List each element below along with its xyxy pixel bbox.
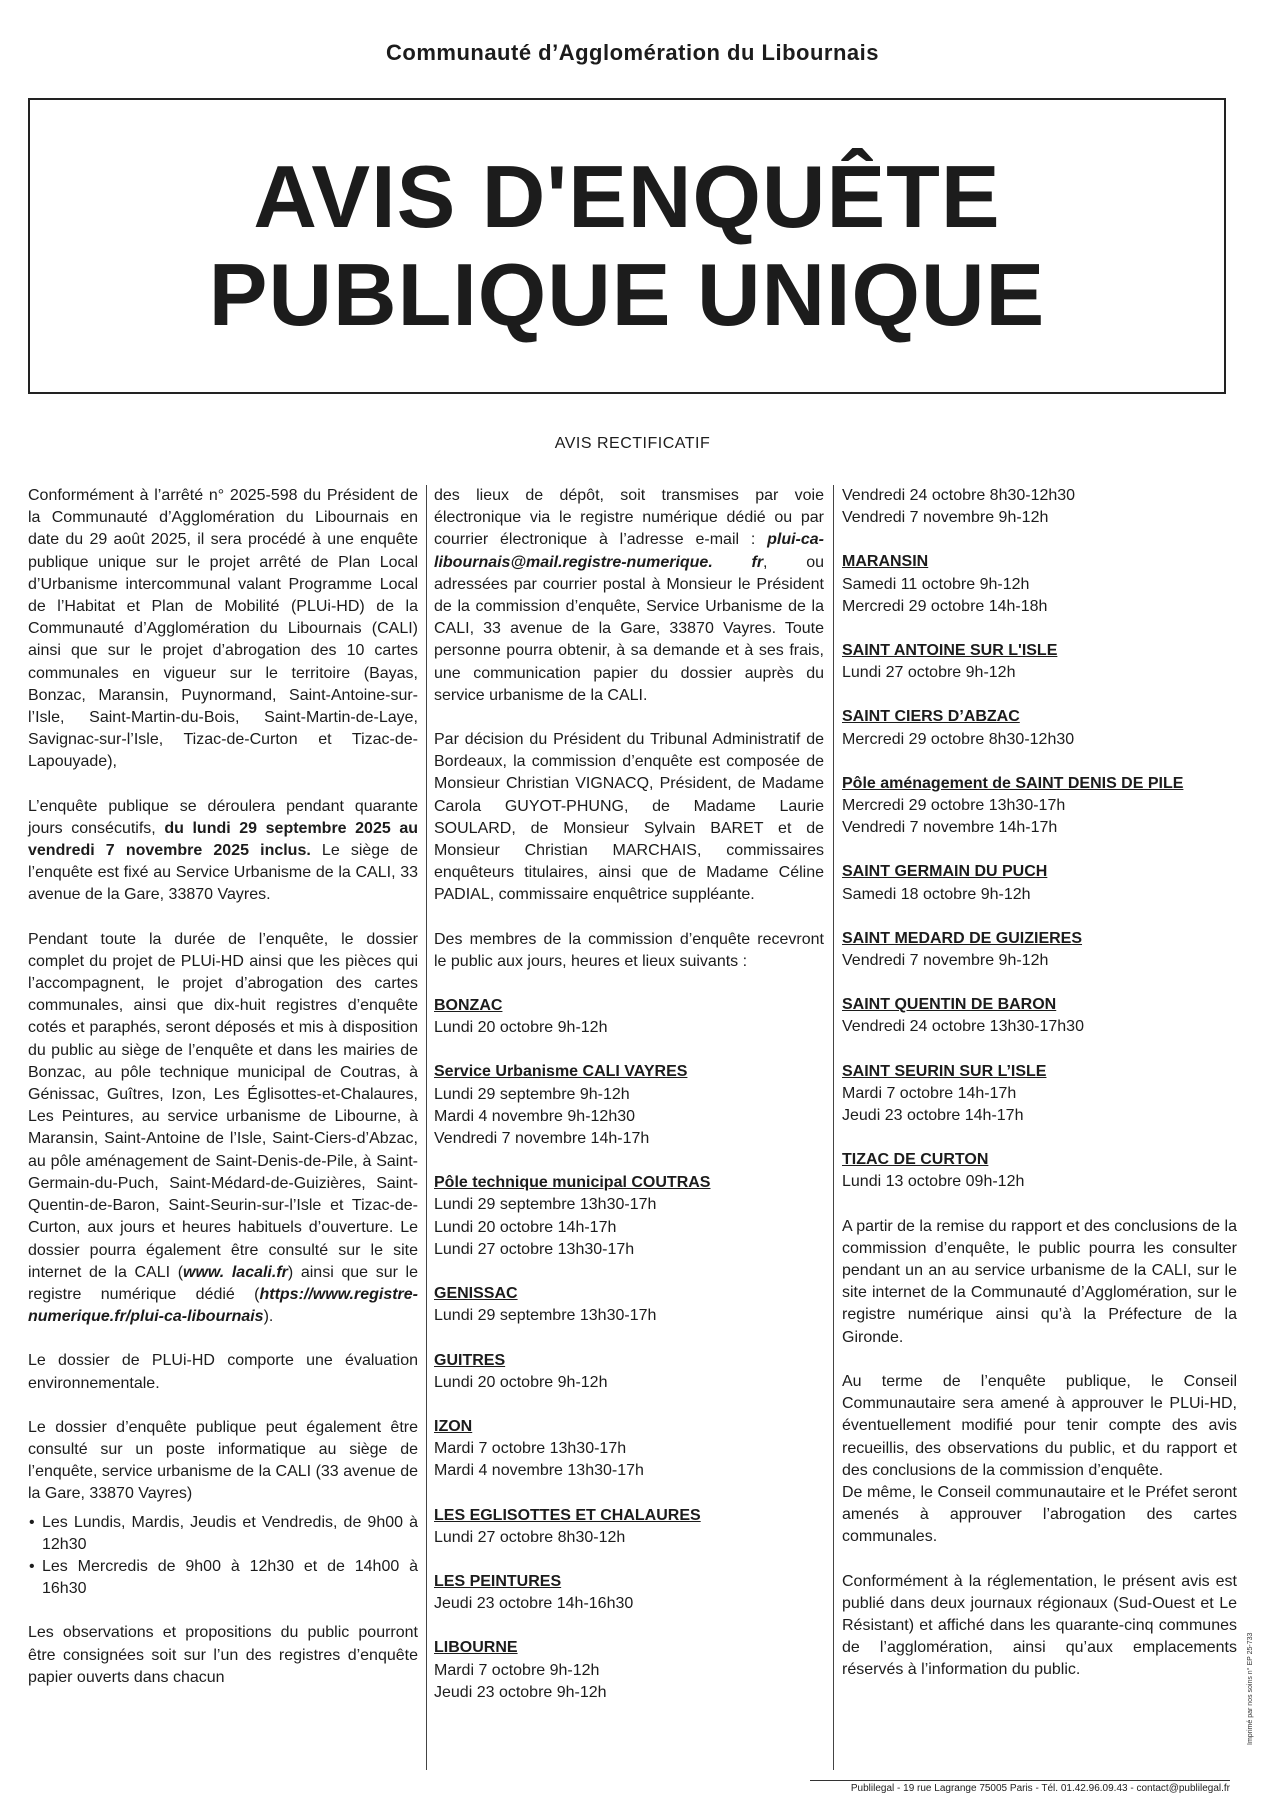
email-address-link[interactable]: plui-ca-libournais@mail.registre-numerique. fr <box>434 531 824 571</box>
schedule-time: Jeudi 23 octobre 9h-12h <box>434 1683 607 1701</box>
subtitle: AVIS RECTIFICATIF <box>554 435 711 452</box>
schedule-place: LES EGLISOTTES ET CHALAURES <box>434 1506 701 1524</box>
text: Le siège de l’enquête est fixé au Service Urbanisme de la CALI, 33 avenue de la Gare, 33870 Vayres. <box>28 842 418 904</box>
paragraph-observations: Les observations et propositions du public pourront être consignées soit sur l’un des registres d’enquête papier ouverts dans chacun <box>28 1624 418 1686</box>
schedule-time: Mercredi 29 octobre 14h-18h <box>842 597 1048 615</box>
schedule-time: Samedi 18 octobre 9h-12h <box>842 885 1031 903</box>
schedule-block <box>434 995 824 1039</box>
printer-note: Imprimé par nos soins n° EP 25-733 <box>1247 1632 1254 1745</box>
schedule-place: Pôle technique municipal COUTRAS <box>434 1174 711 1192</box>
text: ) ainsi que sur le registre numérique dédié ( <box>28 1263 419 1303</box>
schedule-time: Samedi 11 octobre 9h-12h <box>842 575 1030 593</box>
enquiry-dates: du lundi 29 septembre 2025 au vendredi 7 novembre 2025 inclus. <box>28 819 419 860</box>
schedule-block <box>434 1637 824 1704</box>
paragraph-dossier <box>28 929 418 1329</box>
schedule-time: Lundi 27 octobre 9h-12h <box>842 664 1016 682</box>
schedule-place: SAINT CIERS D’ABZAC <box>842 708 1020 726</box>
title-line-1: AVIS D'ENQUÊTE <box>253 147 1001 246</box>
schedule-time: Jeudi 23 octobre 14h-17h <box>842 1107 1024 1125</box>
title-box <box>28 98 1226 394</box>
schedule-list <box>842 551 1237 1193</box>
schedule-block <box>842 773 1237 840</box>
text: De même, le Conseil communautaire et le Préfet seront amenés à approuver l’abrogation des cartes communales. <box>842 1483 1237 1546</box>
schedule-continuation <box>842 485 1237 529</box>
opening-hours-list <box>28 1512 418 1601</box>
cali-website-link[interactable]: www. lacali.fr <box>183 1263 288 1281</box>
schedule-time: Lundi 13 octobre 09h-12h <box>842 1173 1025 1191</box>
schedule-place: TIZAC DE CURTON <box>842 1151 989 1169</box>
column-3 <box>842 485 1237 1704</box>
schedule-place: BONZAC <box>434 997 503 1015</box>
schedule-time: Jeudi 23 octobre 14h-16h30 <box>434 1595 634 1613</box>
text: Pendant toute la durée de l’enquête, le dossier complet du projet de PLUi-HD ainsi que les pièces qui l’accompagnent, le projet d’abrogation des cartes communales, ainsi que dix-huit registres d’enquête cotés et paraphés, seront déposés et mis à disposition du public au siège de l’enquête et dans les mairies de Bonzac, au pôle technique municipal de Coutras, à Génissac, Guîtres, Izon, Les Églisottes-et-Chalaures, Les Peintures, au service urbanisme de Libourne, à Maransin, Saint-Antoine de l’Isle, Saint-Ciers-d’Abzac, au pôle aménagement de Saint-Denis-de-Pile, à Saint-Germain-du-Puch, Saint-Médard-de-Guizières, Saint-Quentin-de-Baron, Saint-Seurin-sur-l’Isle et Tizac-de-Curton, aux jours et heures habituels d’ouverture. Le dossier pourra également être consulté sur le site internet de la CALI ( <box>28 930 418 1281</box>
footer-rule <box>810 1780 1230 1781</box>
schedule-block <box>434 1061 824 1150</box>
schedule-time: Vendredi 7 novembre 9h-12h <box>842 509 1049 527</box>
footer-address: Publilegal - 19 rue Lagrange 75005 Paris - Tél. 01.42.96.09.43 - contact@publilegal.fr <box>850 1783 1230 1794</box>
schedule-block <box>434 1505 824 1549</box>
paragraph-evaluation: Le dossier de PLUi-HD comporte une évaluation environnementale. <box>28 1352 418 1392</box>
column-1 <box>28 485 418 1711</box>
schedule-time: Mercredi 29 octobre 8h30-12h30 <box>842 730 1075 748</box>
paragraph-approval <box>842 1371 1237 1549</box>
schedule-time: Mardi 4 novembre 13h30-17h <box>434 1462 644 1480</box>
schedule-place: SAINT GERMAIN DU PUCH <box>842 863 1048 881</box>
list-item: • Les Mercredis de 9h00 à 12h30 et de 14h00 à 16h30 <box>42 1556 418 1600</box>
column-2 <box>434 485 824 1726</box>
registre-numerique-link[interactable]: https://www.registre-numerique.fr/plui-ca-libournais <box>28 1285 418 1326</box>
schedule-block <box>842 1149 1237 1193</box>
schedule-time: Vendredi 7 novembre 14h-17h <box>842 819 1058 837</box>
schedule-time: Lundi 20 octobre 9h-12h <box>434 1373 608 1391</box>
schedule-time: Vendredi 7 novembre 14h-17h <box>434 1130 650 1148</box>
schedule-time: Mardi 7 octobre 14h-17h <box>842 1084 1017 1102</box>
text: L’enquête publique se déroulera pendant quarante jours consécutifs, <box>28 797 418 837</box>
schedule-time: Lundi 20 octobre 14h-17h <box>434 1218 617 1236</box>
schedule-place: SAINT ANTOINE SUR L'ISLE <box>842 642 1058 660</box>
schedule-block <box>434 1172 824 1261</box>
paragraph-publication: Conformément à la réglementation, le présent avis est publié dans deux journaux régionaux (Sud-Ouest et Le Résistant) et affiché dans les quarante-cinq communes de l’agglomération, ainsi qu’aux emplacements réservés à l’information du public. <box>842 1572 1237 1679</box>
text: ). <box>263 1308 274 1326</box>
schedule-block <box>842 551 1237 618</box>
schedule-block <box>842 861 1237 905</box>
paragraph-arrete: Conformément à l’arrêté n° 2025-598 du Président de la Communauté d’Agglomération du Libournais en date du 29 août 2025, il sera procédé à une enquête publique unique sur le projet arrêté de Plan Local d’Urbanisme intercommunal valant Programme Local de l’Habitat et Plan de Mobilité (PLUi-HD) de la Communauté d’Agglomération du Libournais (CALI) ainsi que sur le projet d’abrogation des 10 cartes communales en vigueur sur le territoire (Bayas, Bonzac, Maransin, Puynormand, Saint-Antoine-sur-l’Isle, Saint-Martin-du-Bois, Saint-Martin-de-Laye, Savignac-sur-l’Isle, Tizac-de-Curton et Tizac-de-Lapouyade), <box>28 487 418 771</box>
text: des lieux de dépôt, soit transmises par voie électronique via le registre numérique dédié ou par courrier électronique à l’adresse e-mail : <box>434 487 824 549</box>
paragraph-commission: Par décision du Président du Tribunal Administratif de Bordeaux, la commission d’enquête est composée de Monsieur Christian VIGNACQ, Président, de Madame Carola GUYOT-PHUNG, de Madame Laurie SOULARD, de Monsieur Sylvain BARET et de Monsieur Christian MARCHAIS, commissaires enquêteurs titulaires, ainsi que de Madame Céline PADIAL, commissaire enquêtrice suppléante. <box>434 731 824 904</box>
schedule-place: MARANSIN <box>842 553 929 571</box>
schedule-time: Lundi 27 octobre 13h30-17h <box>434 1240 635 1258</box>
column-divider-1 <box>426 485 427 1770</box>
schedule-place: Service Urbanisme CALI VAYRES <box>434 1063 688 1081</box>
paragraph-duration <box>28 796 418 907</box>
schedule-place: SAINT MEDARD DE GUIZIERES <box>842 929 1083 947</box>
schedule-place: LES PEINTURES <box>434 1572 562 1590</box>
schedule-place: IZON <box>434 1417 473 1435</box>
schedule-place: GENISSAC <box>434 1285 518 1303</box>
schedule-time: Lundi 29 septembre 13h30-17h <box>434 1307 657 1325</box>
schedule-block <box>842 928 1237 972</box>
schedule-time: Vendredi 24 octobre 13h30-17h30 <box>842 1018 1084 1036</box>
schedule-block <box>842 706 1237 750</box>
schedule-block <box>842 640 1237 684</box>
organization-name: Communauté d’Agglomération du Libournais <box>386 40 879 65</box>
column-divider-2 <box>833 485 834 1770</box>
title-line-2: PUBLIQUE UNIQUE <box>208 245 1046 344</box>
paragraph-report: A partir de la remise du rapport et des conclusions de la commission d’enquête, le public pourra les consulter pendant un an au service urbanisme de la CALI, sur le site internet de la Communauté d’Agglomération, sur le registre numérique ainsi qu’à la Préfecture de la Gironde. <box>842 1217 1237 1346</box>
schedule-block <box>434 1571 824 1615</box>
schedule-time: Mercredi 29 octobre 13h30-17h <box>842 797 1066 815</box>
schedule-time: Mardi 7 octobre 9h-12h <box>434 1661 600 1679</box>
schedule-time: Mardi 4 novembre 9h-12h30 <box>434 1107 636 1125</box>
schedule-list <box>434 995 824 1704</box>
schedule-block <box>434 1283 824 1327</box>
schedule-time: Lundi 27 octobre 8h30-12h <box>434 1528 626 1546</box>
schedule-time: Vendredi 24 octobre 8h30-12h30 <box>842 487 1076 504</box>
text: , ou adressées par courrier postal à Monsieur le Président de la commission d’enquête, Service Urbanisme de la CALI, 33 avenue de la Gare, 33870 Vayres. Toute personne pourra obtenir, à sa demande et à ses frais, une communication papier du dossier auprès du service urbanisme de la CALI. <box>434 553 824 704</box>
schedule-place: LIBOURNE <box>434 1639 518 1657</box>
schedule-time: Vendredi 7 novembre 9h-12h <box>842 952 1049 970</box>
schedule-place: GUITRES <box>434 1351 506 1369</box>
schedule-time: Mardi 7 octobre 13h30-17h <box>434 1440 627 1458</box>
schedule-block <box>842 1061 1237 1128</box>
schedule-place: Pôle aménagement de SAINT DENIS DE PILE <box>842 774 1184 792</box>
schedule-time: Lundi 29 septembre 13h30-17h <box>434 1196 657 1214</box>
text: Au terme de l’enquête publique, le Conseil Communautaire sera amené à approuver le PLUi-HD, éventuellement modifié pour tenir compte des avis recueillis, des observations du public, et du rapport et des conclusions de la commission d’enquête. <box>842 1372 1237 1479</box>
paragraph-poste-informatique: Le dossier d’enquête publique peut également être consulté sur un poste informatique au siège de l’enquête, service urbanisme de la CALI (33 avenue de la Gare, 33870 Vayres) <box>28 1418 418 1503</box>
schedule-time: Lundi 29 septembre 9h-12h <box>434 1085 630 1103</box>
schedule-time: Lundi 20 octobre 9h-12h <box>434 1019 608 1037</box>
paragraph-reception: Des membres de la commission d’enquête recevront le public aux jours, heures et lieux suivants : <box>434 930 824 970</box>
list-item: • Les Lundis, Mardis, Jeudis et Vendredis, de 9h00 à 12h30 <box>42 1512 418 1556</box>
schedule-block <box>434 1416 824 1483</box>
schedule-block <box>842 994 1237 1038</box>
paragraph-submission <box>434 485 824 707</box>
schedule-place: SAINT SEURIN SUR L’ISLE <box>842 1062 1047 1080</box>
schedule-block <box>434 1350 824 1394</box>
schedule-place: SAINT QUENTIN DE BARON <box>842 996 1057 1014</box>
